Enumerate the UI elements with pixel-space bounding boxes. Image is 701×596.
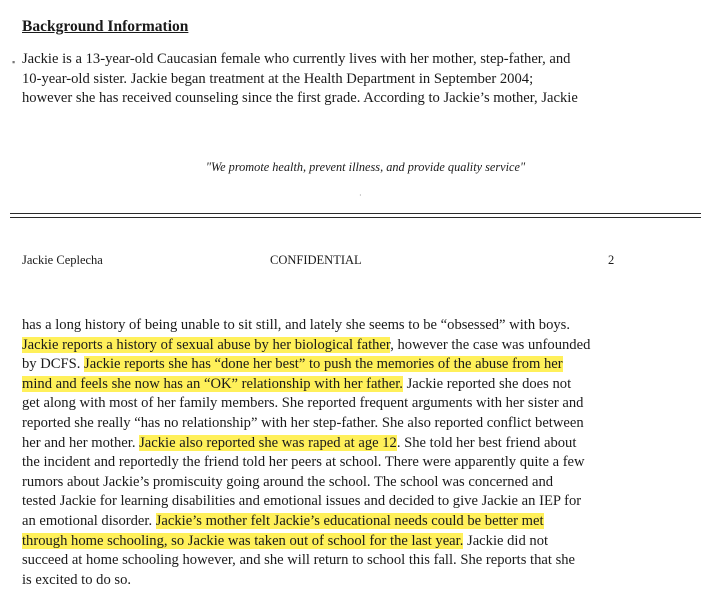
background-paragraph (22, 50, 694, 109)
paragraph-line (22, 492, 694, 512)
text-segment: tested Jackie for learning disabilities and emotional issues and decided to give Jackie an IEP for (22, 493, 582, 510)
paragraph-line (22, 336, 694, 356)
text-segment: , however the case was unfounded (390, 336, 591, 353)
text-segment: reported she really “has no relationship” with her step-father. She also reported conflict between (22, 414, 584, 431)
text-segment: an emotional disorder. (22, 512, 156, 529)
paragraph-line (22, 316, 694, 336)
text-segment: succeed at home schooling however, and she will return to school this fall. She reports that she (22, 552, 576, 569)
paragraph-line (22, 453, 694, 473)
text-segment: is excited to do so. (22, 571, 132, 588)
paragraph-line: Jackie is a 13-year-old Caucasian female who currently lives with her mother, step-father, and (22, 51, 571, 67)
text-segment: has a long history of being unable to sit still, and lately she seems to be “obsessed” with boys. (22, 317, 570, 333)
paragraph-line (22, 571, 694, 591)
page-divider-bottom (10, 217, 701, 218)
bullet-icon: ▪ (12, 57, 16, 67)
paragraph-line (22, 355, 694, 375)
paragraph-line (22, 394, 694, 414)
highlighted-text: through home schooling, so Jackie was taken out of school for the last year. (22, 532, 464, 549)
highlighted-text: Jackie’s mother felt Jackie’s educational needs could be better met (155, 512, 544, 529)
paragraph-line (22, 434, 694, 454)
section-heading: Background Information (22, 18, 189, 35)
highlighted-text: Jackie reports a history of sexual abuse by her biological father (22, 336, 391, 353)
highlighted-text: Jackie also reported she was raped at age 12 (139, 434, 397, 451)
highlighted-text: mind and feels she now has an “OK” relationship with her father. (22, 375, 403, 392)
header-page-number: 2 (608, 253, 615, 267)
text-segment: get along with most of her family members. She reported frequent arguments with her sister and (22, 395, 584, 412)
text-segment: . She told her best friend about (396, 434, 577, 451)
page-divider-top (10, 213, 701, 214)
stray-mark: · (359, 191, 362, 200)
page-motto: "We promote health, prevent illness, and provide quality service" (205, 160, 526, 174)
paragraph-line (22, 473, 694, 493)
header-confidential-label: CONFIDENTIAL (270, 253, 362, 267)
paragraph-line (22, 375, 694, 395)
text-segment: by DCFS. (22, 356, 85, 373)
text-segment: her and her mother. (22, 434, 140, 451)
paragraph-line (22, 551, 694, 571)
highlighted-text: Jackie reports she has “done her best” to push the memories of the abuse from her (84, 356, 563, 373)
paragraph-line (22, 414, 694, 434)
paragraph-line: 10-year-old sister. Jackie began treatment at the Health Department in September 2004; (22, 70, 534, 87)
header-patient-name: Jackie Ceplecha (22, 253, 103, 267)
text-segment: the incident and reportedly the friend told her peers at school. There were apparently quite a few (22, 454, 585, 471)
paragraph-line: however she has received counseling since the first grade. According to Jackie’s mother, Jackie (22, 90, 578, 106)
text-segment: rumors about Jackie’s promiscuity going around the school. The school was concerned and (22, 473, 554, 490)
text-segment: Jackie did not (463, 532, 549, 549)
paragraph-line (22, 512, 694, 532)
paragraph-line (22, 532, 694, 552)
text-segment: Jackie reported she does not (402, 375, 572, 392)
history-paragraph (22, 316, 694, 590)
